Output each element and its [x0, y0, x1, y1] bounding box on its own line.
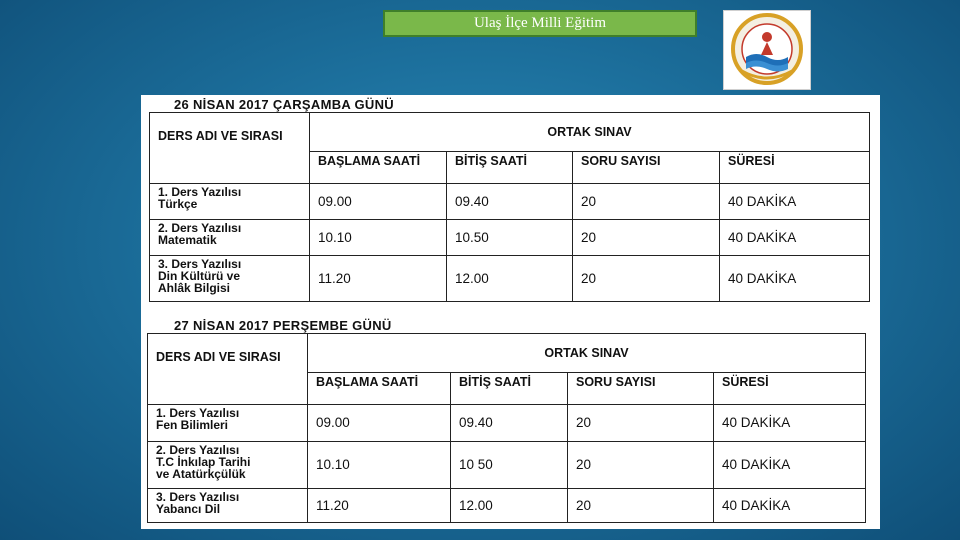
duration-cell: 40 DAKİKA [720, 220, 870, 256]
course-cell [148, 442, 308, 489]
count-cell: 20 [573, 184, 720, 220]
group-header: ORTAK SINAV [310, 113, 870, 152]
count-cell: 20 [568, 489, 714, 523]
start-cell: 10.10 [308, 442, 451, 489]
course-cell [148, 489, 308, 523]
district-education-seal-icon [724, 11, 810, 89]
duration-cell: 40 DAKİKA [720, 256, 870, 302]
course-cell [150, 220, 310, 256]
col-header-course: DERS ADI VE SIRASI [148, 334, 308, 405]
day2-schedule-table [147, 333, 866, 523]
table-row [150, 220, 870, 256]
course-order: 1. Ders Yazılısı [158, 185, 242, 199]
start-cell: 11.20 [310, 256, 447, 302]
col-header-start: BAŞLAMA SAATİ [308, 373, 451, 405]
course-order: 3. Ders Yazılısı [156, 490, 240, 504]
logo [723, 10, 811, 90]
duration-cell: 40 DAKİKA [714, 405, 866, 442]
col-header-count: SORU SAYISI [568, 373, 714, 405]
end-cell: 12.00 [447, 256, 573, 302]
end-cell: 09.40 [447, 184, 573, 220]
day2-title: 27 NİSAN 2017 PERŞEMBE GÜNÜ [174, 318, 392, 333]
group-header: ORTAK SINAV [308, 334, 866, 373]
course-name: T.C İnkılap Tarihi [156, 455, 251, 469]
course-name: Fen Bilimleri [156, 418, 229, 432]
duration-cell: 40 DAKİKA [714, 442, 866, 489]
course-name: Türkçe [158, 197, 198, 211]
count-cell: 20 [568, 442, 714, 489]
course-cell [150, 256, 310, 302]
end-cell: 12.00 [451, 489, 568, 523]
start-cell: 09.00 [310, 184, 447, 220]
col-header-end: BİTİŞ SAATİ [451, 373, 568, 405]
count-cell: 20 [573, 220, 720, 256]
start-cell: 09.00 [308, 405, 451, 442]
slide-title-box [383, 10, 697, 37]
course-cell [148, 405, 308, 442]
col-header-duration: SÜRESİ [714, 373, 866, 405]
count-cell: 20 [568, 405, 714, 442]
duration-cell: 40 DAKİKA [714, 489, 866, 523]
table-row [148, 442, 866, 489]
col-header-duration: SÜRESİ [720, 152, 870, 184]
course-cell [150, 184, 310, 220]
table-row [150, 184, 870, 220]
course-order: 3. Ders Yazılısı [158, 257, 242, 271]
start-cell: 10.10 [310, 220, 447, 256]
day1-schedule-table [149, 112, 870, 302]
col-header-count: SORU SAYISI [573, 152, 720, 184]
course-name: Din Kültürü ve [158, 269, 241, 283]
col-header-start: BAŞLAMA SAATİ [310, 152, 447, 184]
course-name-cont: ve Atatürkçülük [156, 467, 246, 481]
count-cell: 20 [573, 256, 720, 302]
table-row [148, 489, 866, 523]
course-name: Yabancı Dil [156, 502, 221, 516]
end-cell: 10.50 [447, 220, 573, 256]
end-cell: 10 50 [451, 442, 568, 489]
day1-title: 26 NİSAN 2017 ÇARŞAMBA GÜNÜ [174, 97, 394, 112]
start-cell: 11.20 [308, 489, 451, 523]
exam-schedule-document [141, 95, 880, 529]
course-name: Matematik [158, 233, 217, 247]
col-header-course: DERS ADI VE SIRASI [150, 113, 310, 184]
table-row [148, 405, 866, 442]
duration-cell: 40 DAKİKA [720, 184, 870, 220]
course-order: 2. Ders Yazılısı [156, 443, 240, 457]
slide-title: Ulaş İlçe Milli Eğitim [473, 15, 607, 31]
course-order: 2. Ders Yazılısı [158, 221, 242, 235]
col-header-end: BİTİŞ SAATİ [447, 152, 573, 184]
course-name-cont: Ahlâk Bilgisi [158, 281, 231, 295]
end-cell: 09.40 [451, 405, 568, 442]
course-order: 1. Ders Yazılısı [156, 406, 240, 420]
table-row [150, 256, 870, 302]
